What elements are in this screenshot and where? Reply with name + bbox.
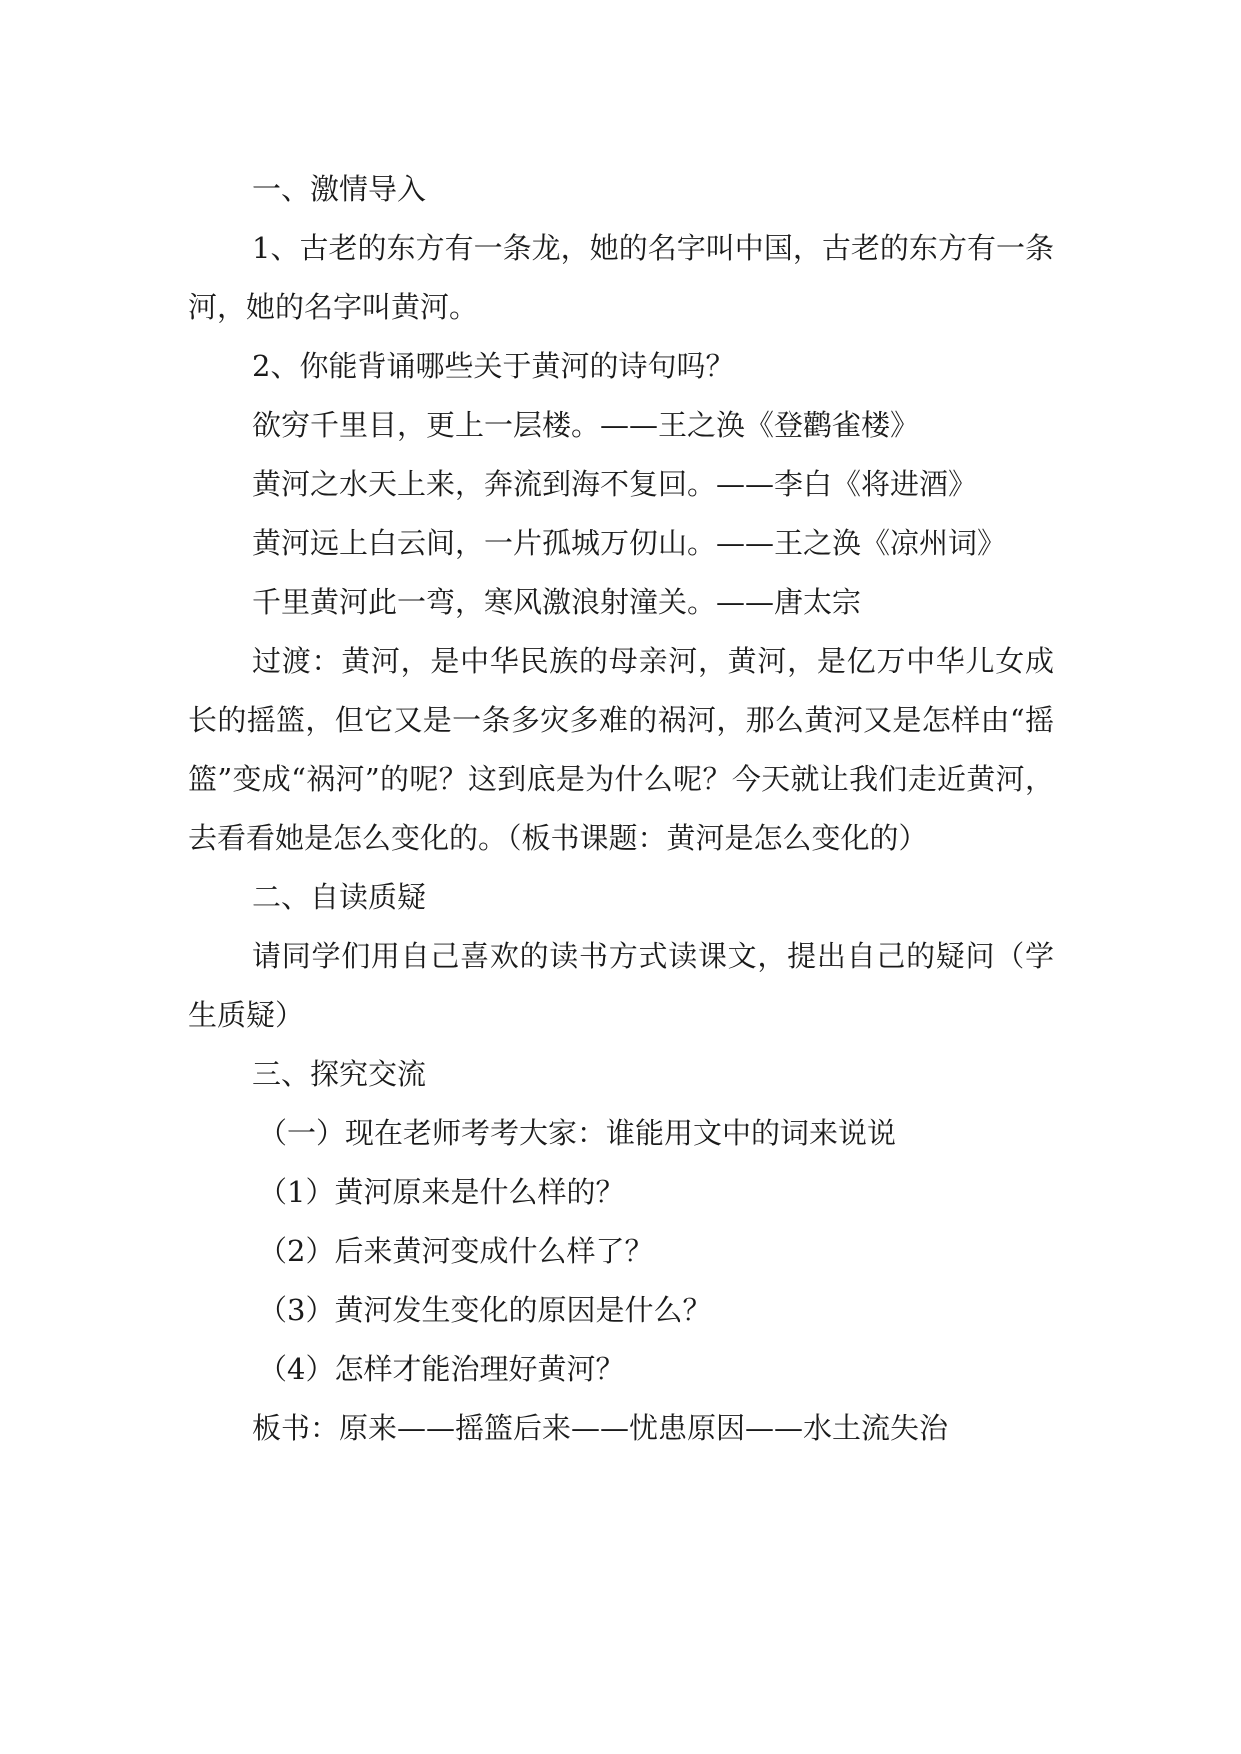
- poem-line-2: 黄河之水天上来，奔流到海不复回。——李白《将进酒》: [252, 467, 978, 501]
- section-heading-self-reading: 二、自读质疑: [252, 880, 427, 914]
- section-heading-intro: 一、激情导入: [252, 172, 427, 206]
- question-item-2: （2）后来黄河变成什么样了？: [258, 1234, 654, 1268]
- poem-line-4: 千里黄河此一弯，寒风激浪射潼关。——唐太宗: [252, 585, 862, 619]
- poem-line-1: 欲穷千里目，更上一层楼。——王之涣《登鹳雀楼》: [252, 408, 920, 442]
- poem-line-3: 黄河远上白云间，一片孤城万仞山。——王之涣《凉州词》: [252, 526, 1007, 560]
- paragraph-reading-instruction: 请同学们用自己喜欢的读书方式读课文，提出自己的疑问（学生质疑）: [188, 939, 1054, 1032]
- document-body: [188, 160, 1054, 1458]
- section-heading-explore: 三、探究交流: [252, 1057, 427, 1091]
- question-item-4: （4）怎样才能治理好黄河？: [258, 1352, 625, 1386]
- question-item-1: （1）黄河原来是什么样的？: [258, 1175, 625, 1209]
- paragraph-transition: 过渡：黄河，是中华民族的母亲河，黄河，是亿万中华儿女成长的摇篮，但它又是一条多灾多难的祸河，那么黄河又是怎样由“摇篮”变成“祸河”的呢？这到底是为什么呢？今天就让我们走近黄河，去看看她是怎么变化的。（板书课题：黄河是怎么变化的）: [188, 644, 1054, 855]
- paragraph-dragon-river: 1、古老的东方有一条龙，她的名字叫中国，古老的东方有一条河，她的名字叫黄河。: [188, 231, 1054, 324]
- paragraph-recite-question: 2、你能背诵哪些关于黄河的诗句吗？: [252, 349, 735, 383]
- question-item-3: （3）黄河发生变化的原因是什么？: [258, 1293, 712, 1327]
- subsection-heading-quiz: （一）现在老师考考大家：谁能用文中的词来说说: [258, 1116, 897, 1150]
- paragraph-board-notes: 板书：原来——摇篮后来——忧患原因——水土流失治: [252, 1411, 949, 1445]
